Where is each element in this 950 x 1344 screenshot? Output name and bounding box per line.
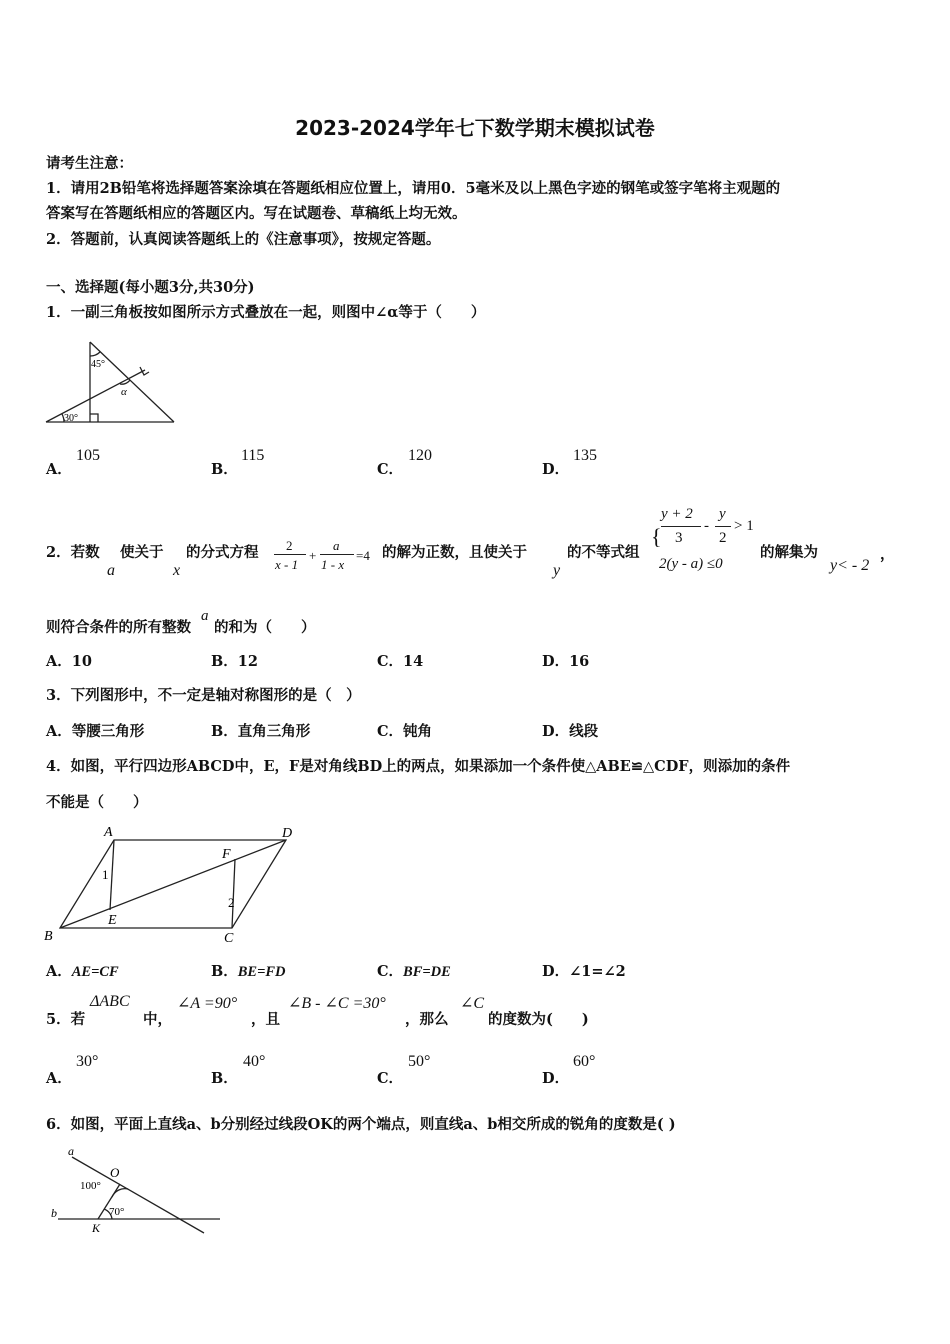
q2-line2-text-1: 则符合条件的所有整数 — [46, 619, 191, 636]
q2-text-1: 2．若数 — [46, 544, 100, 561]
q4-label-e: E — [108, 913, 117, 928]
q2-text-5: 的不等式组 — [567, 544, 640, 561]
q1-hypotenuse-45 — [90, 342, 174, 422]
q5-option-d-value[interactable]: 60° — [573, 1053, 596, 1070]
q2-sys-bar-1 — [661, 526, 701, 527]
q2-eq-bar-1 — [274, 554, 306, 555]
q4-option-b[interactable]: B．BE=FD — [211, 963, 286, 980]
q1-right-angle-mark-1 — [90, 414, 98, 422]
q5-option-b-value[interactable]: 40° — [243, 1053, 266, 1070]
q1-option-c-label[interactable]: C． — [377, 461, 404, 478]
section-heading: 一、选择题(每小题3分,共30分) — [46, 279, 255, 296]
q2-sys-gt: > 1 — [734, 518, 754, 534]
q5-condition-2: ∠B - ∠C =30° — [288, 995, 386, 1012]
q1-option-c-value[interactable]: 120 — [408, 447, 432, 464]
q2-eq-rhs: =4 — [356, 548, 370, 563]
q6-label-a: a — [68, 1144, 74, 1158]
q2-text-2: 使关于 — [120, 544, 164, 561]
q2-eq-num-2: a — [333, 538, 340, 553]
q5-triangle: ΔABC — [90, 993, 130, 1010]
q4-diagonal-bd — [60, 840, 286, 928]
q4-stem-line-1: 4．如图，平行四边形ABCD中，E，F是对角线BD上的两点，如果添加一个条件使△ABE≌△CDF，则添加的条件 — [46, 758, 791, 775]
page-title: 2023-2024学年七下数学期末模拟试卷 — [295, 116, 655, 140]
q5-condition-1: ∠A =90° — [177, 995, 238, 1012]
q4-label-angle-1: 1 — [102, 867, 109, 882]
q6-arc-100 — [112, 1189, 128, 1197]
q6-label-70: 70° — [109, 1206, 125, 1218]
q4-label-d: D — [282, 826, 293, 841]
q5-text-5: 的度数为( ) — [488, 1011, 589, 1028]
q2-var-a: a — [107, 562, 115, 579]
q4-parallelogram-figure — [42, 822, 302, 946]
q6-label-b: b — [51, 1206, 57, 1220]
q4-option-d[interactable]: D．∠1=∠2 — [542, 963, 626, 980]
q3-stem: 3．下列图形中，不一定是轴对称图形的是（ ） — [46, 687, 361, 704]
q5-option-d-label[interactable]: D． — [542, 1070, 570, 1087]
q6-lines-figure — [46, 1143, 224, 1235]
q2-comma: ， — [880, 546, 895, 563]
q4-option-c[interactable]: C．BF=DE — [377, 963, 451, 980]
q2-eq-bar-2 — [320, 554, 354, 555]
q2-var-y: y — [553, 562, 561, 579]
notice-line-2: 答案写在答题纸相应的答题区内。写在试题卷、草稿纸上均无效。 — [46, 205, 467, 222]
q5-text-3: ，且 — [251, 1011, 280, 1028]
q2-sys-line-2: 2(y - a) ≤0 — [659, 556, 723, 572]
q2-line2-text-2: 的和为（ ） — [214, 619, 316, 636]
notice-line-3: 2．答题前，认真阅读答题纸上的《注意事项》，按规定答题。 — [46, 231, 441, 248]
q6-stem: 6．如图，平面上直线a、b分别经过线段OK的两个端点，则直线a、b相交所成的锐角的度数是( ) — [46, 1116, 676, 1133]
notice-line-1: 1．请用2B铅笔将选择题答案涂填在答题纸相应位置上，请用0．5毫米及以上黑色字迹的钢笔或签字笔将主观题的 — [46, 180, 781, 197]
q4-segment-ae — [110, 840, 114, 910]
q2-option-b[interactable]: B．12 — [211, 653, 258, 670]
q2-var-x: x — [173, 562, 181, 579]
q2-text-4: 的解为正数，且使关于 — [382, 544, 527, 561]
q1-option-a-label[interactable]: A． — [46, 461, 72, 478]
q5-option-a-value[interactable]: 30° — [76, 1053, 99, 1070]
q5-angle-c: ∠C — [460, 995, 485, 1012]
q5-option-c-value[interactable]: 50° — [408, 1053, 431, 1070]
q2-option-d[interactable]: D．16 — [542, 653, 590, 670]
q2-eq-plus: + — [309, 548, 317, 563]
q2-sys-den-1: 3 — [675, 530, 683, 546]
q1-option-b-value[interactable]: 115 — [241, 447, 265, 464]
q2-sys-bar-2 — [715, 526, 731, 527]
q2-sys-num-1: y + 2 — [661, 506, 693, 522]
q4-label-a: A — [104, 825, 113, 840]
q2-solution: y< - 2 — [830, 557, 870, 574]
q4-label-angle-2: 2 — [228, 895, 235, 910]
q1-option-d-label[interactable]: D． — [542, 461, 570, 478]
q2-line2-var-a: a — [201, 608, 209, 624]
q1-label-alpha: α — [121, 386, 127, 398]
q5-option-c-label[interactable]: C． — [377, 1070, 404, 1087]
q2-sys-minus: - — [704, 518, 709, 534]
q3-option-c[interactable]: C．钝角 — [377, 723, 433, 740]
q6-label-100: 100° — [80, 1180, 101, 1192]
q4-label-c: C — [224, 931, 234, 946]
q5-text-4: ，那么 — [405, 1011, 449, 1028]
q3-option-d[interactable]: D．线段 — [542, 723, 599, 740]
q2-eq-num-1: 2 — [286, 538, 293, 553]
q6-label-o: O — [110, 1165, 120, 1180]
q6-label-k: K — [92, 1221, 101, 1235]
q1-right-angle-mark-2 — [140, 367, 149, 375]
q1-arc-45 — [90, 352, 100, 356]
q2-sys-brace: { — [651, 524, 662, 549]
q1-label-45: 45° — [91, 359, 105, 370]
q1-label-30: 30° — [64, 413, 78, 424]
q2-text-3: 的分式方程 — [186, 544, 259, 561]
q4-label-f: F — [222, 847, 231, 862]
q2-option-c[interactable]: C．14 — [377, 653, 424, 670]
notice-heading: 请考生注意： — [46, 155, 133, 172]
q5-option-a-label[interactable]: A． — [46, 1070, 72, 1087]
q1-triangle-figure — [44, 336, 182, 428]
q4-option-a[interactable]: A．AE=CF — [46, 963, 119, 980]
q4-label-b: B — [44, 929, 53, 944]
q1-stem: 1．一副三角板按如图所示方式叠放在一起，则图中∠α等于（ ） — [46, 304, 486, 321]
q1-option-a-value[interactable]: 105 — [76, 447, 100, 464]
q5-option-b-label[interactable]: B． — [211, 1070, 238, 1087]
q2-text-6: 的解集为 — [760, 544, 818, 561]
q1-option-d-value[interactable]: 135 — [573, 447, 597, 464]
q4-segment-cf — [232, 859, 235, 928]
q5-text-1: 5．若 — [46, 1011, 86, 1028]
q5-text-2: 中， — [143, 1011, 172, 1028]
q3-option-a[interactable]: A．等腰三角形 — [46, 723, 145, 740]
q2-sys-num-2: y — [719, 506, 726, 522]
q2-eq-den-2: 1 - x — [321, 557, 345, 572]
q4-stem-line-2: 不能是（ ） — [46, 794, 148, 811]
q2-option-a[interactable]: A．10 — [46, 653, 92, 670]
q1-option-b-label[interactable]: B． — [211, 461, 238, 478]
q2-sys-den-2: 2 — [719, 530, 727, 546]
q3-option-b[interactable]: B．直角三角形 — [211, 723, 311, 740]
q2-eq-den-1: x - 1 — [275, 557, 299, 572]
